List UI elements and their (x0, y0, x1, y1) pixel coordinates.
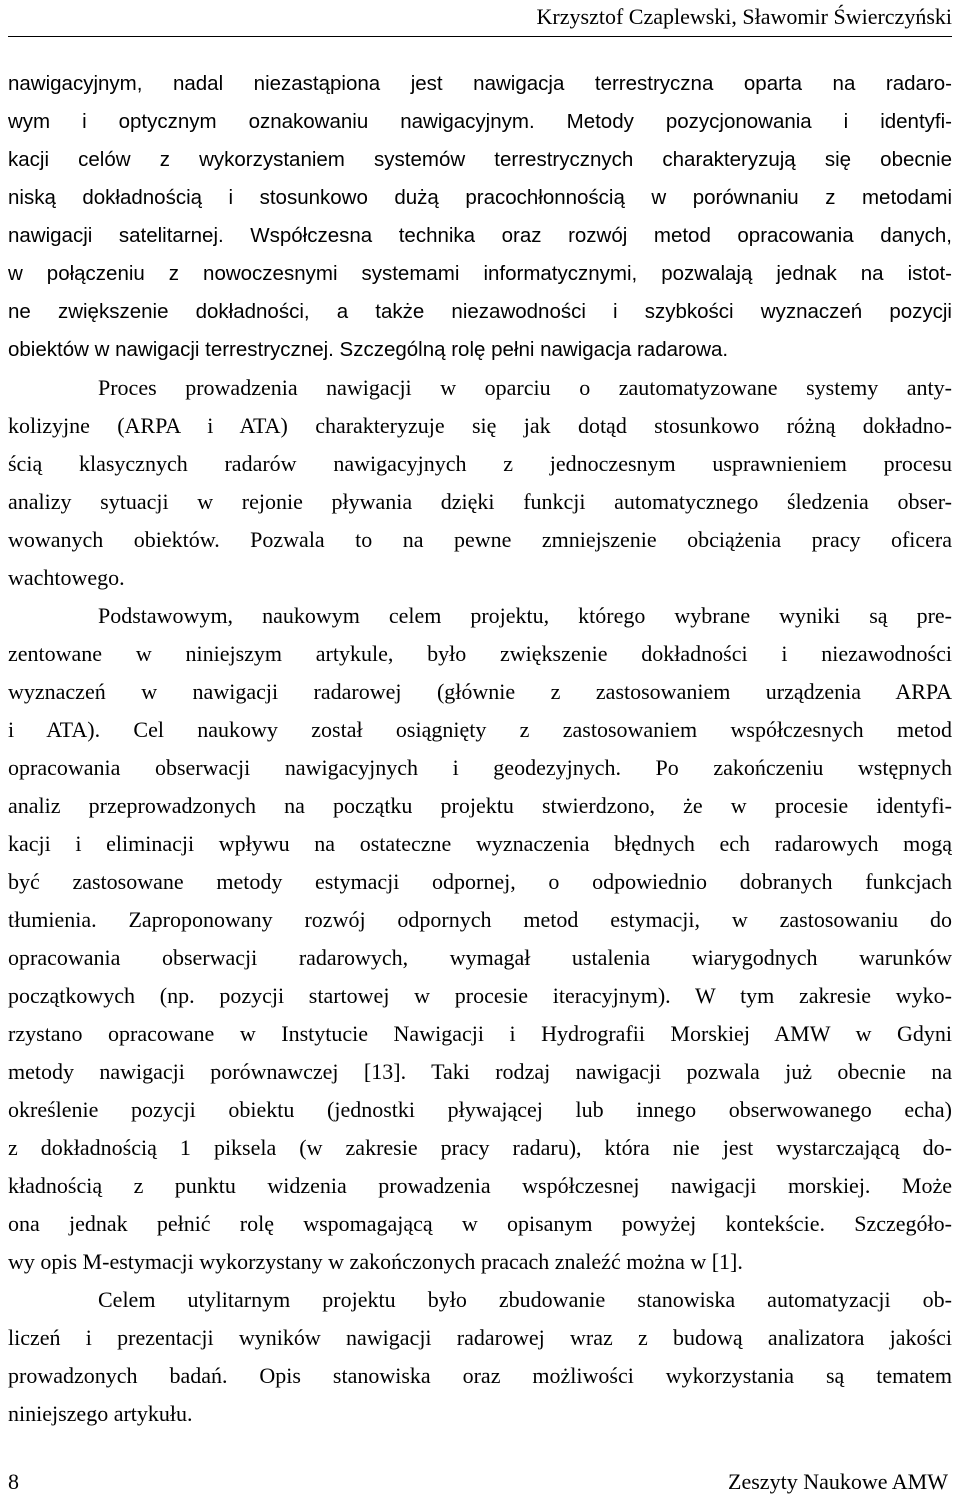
text-line: kolizyjne (ARPA i ATA) charakteryzuje się jak dotąd stosunkowo różną dokładno- (8, 413, 952, 438)
text-line: wy opis M-estymacji wykorzystany w zakończonych pracach znaleźć można w [1]. (8, 1249, 743, 1274)
text-line: Proces prowadzenia nawigacji w oparciu o zautomatyzowane systemy anty- (98, 375, 952, 400)
text-line: Podstawowym, naukowym celem projektu, którego wybrane wyniki są pre- (98, 603, 952, 628)
text-line: tłumienia. Zaproponowany rozwój odpornych metod estymacji, w zastosowaniu do (8, 907, 952, 932)
text-line: liczeń i prezentacji wyników nawigacji radarowej wraz z budową analizatora jakości (8, 1325, 952, 1350)
text-line: zentowane w niniejszym artykule, było zwiększenie dokładności i niezawodności (8, 641, 952, 666)
journal-name: Zeszyty Naukowe AMW (728, 1469, 948, 1494)
text-line: kładnością z punktu widzenia prowadzenia współczesnej nawigacji morskiej. Może (8, 1173, 952, 1198)
text-line: wyznaczeń w nawigacji radarowej (głównie z zastosowaniem urządzenia ARPA (8, 679, 952, 704)
text-line: ścią klasycznych radarów nawigacyjnych z jednoczesnym usprawnieniem procesu (8, 451, 952, 476)
text-line: niniejszego artykułu. (8, 1401, 193, 1426)
text-line: wym i optycznym oznakowaniu nawigacyjnym. Metody pozycjonowania i identyfi- (8, 110, 952, 133)
text-line: z dokładnością 1 piksela (w zakresie pracy radaru), która nie jest wystarczającą do- (8, 1135, 952, 1160)
text-line: niską dokładnością i stosunkowo dużą pracochłonnością w porównaniu z metodami (8, 186, 952, 209)
text-line: ona jednak pełnić rolę wspomagającą w opisanym powyżej kontekście. Szczegóło- (8, 1211, 952, 1236)
text-line: być zastosowane metody estymacji odpornej, o odpowiednio dobranych funkcjach (8, 869, 952, 894)
text-line: analizy sytuacji w rejonie pływania dzięki funkcji automatycznego śledzenia obser- (8, 489, 952, 514)
text-line: kacji i eliminacji wpływu na ostateczne wyznaczenia błędnych ech radarowych mogą (8, 831, 952, 856)
text-line: nawigacyjnym, nadal niezastąpiona jest nawigacja terrestryczna oparta na radaro- (8, 72, 952, 95)
text-line: opracowania obserwacji radarowych, wymagał ustalenia wiarygodnych warunków (8, 945, 952, 970)
text-line: początkowych (np. pozycji startowej w procesie iteracyjnym). W tym zakresie wyko- (8, 983, 952, 1008)
text-line: rzystano opracowane w Instytucie Nawigacji i Hydrografii Morskiej AMW w Gdyni (8, 1021, 952, 1046)
text-line: Celem utylitarnym projektu było zbudowanie stanowiska automatyzacji ob- (98, 1287, 952, 1312)
text-line: opracowania obserwacji nawigacyjnych i geodezyjnych. Po zakończeniu wstępnych (8, 755, 952, 780)
text-line: metody nawigacji porównawczej [13]. Taki rodzaj nawigacji pozwala już obecnie na (8, 1059, 952, 1084)
text-line: prowadzonych badań. Opis stanowiska oraz możliwości wykorzystania są tematem (8, 1363, 952, 1388)
text-line: wowanych obiektów. Pozwala to na pewne zmniejszenie obciążenia pracy oficera (8, 527, 952, 552)
text-line: i ATA). Cel naukowy został osiągnięty z zastosowaniem współczesnych metod (8, 717, 952, 742)
text-line: obiektów w nawigacji terrestrycznej. Szczególną rolę pełni nawigacja radarowa. (8, 338, 729, 361)
text-line: kacji celów z wykorzystaniem systemów terrestrycznych charakteryzują się obecnie (8, 148, 952, 171)
text-line: nawigacji satelitarnej. Współczesna technika oraz rozwój metod opracowania danych, (8, 224, 952, 247)
header-rule (8, 36, 952, 37)
text-line: w połączeniu z nowoczesnymi systemami informatycznymi, pozwalają jednak na istot- (8, 262, 952, 285)
body-text (8, 65, 952, 1433)
text-line: analiz przeprowadzonych na początku projektu stwierdzono, że w procesie identyfi- (8, 793, 952, 818)
running-header-authors: Krzysztof Czaplewski, Sławomir Świerczyński (536, 4, 952, 29)
text-line: określenie pozycji obiektu (jednostki pływającej lub innego obserwowanego echa) (8, 1097, 952, 1122)
text-line: ne zwiększenie dokładności, a także niezawodności i szybkości wyznaczeń pozycji (8, 300, 952, 323)
text-line: wachtowego. (8, 565, 125, 590)
page-number: 8 (8, 1469, 19, 1494)
